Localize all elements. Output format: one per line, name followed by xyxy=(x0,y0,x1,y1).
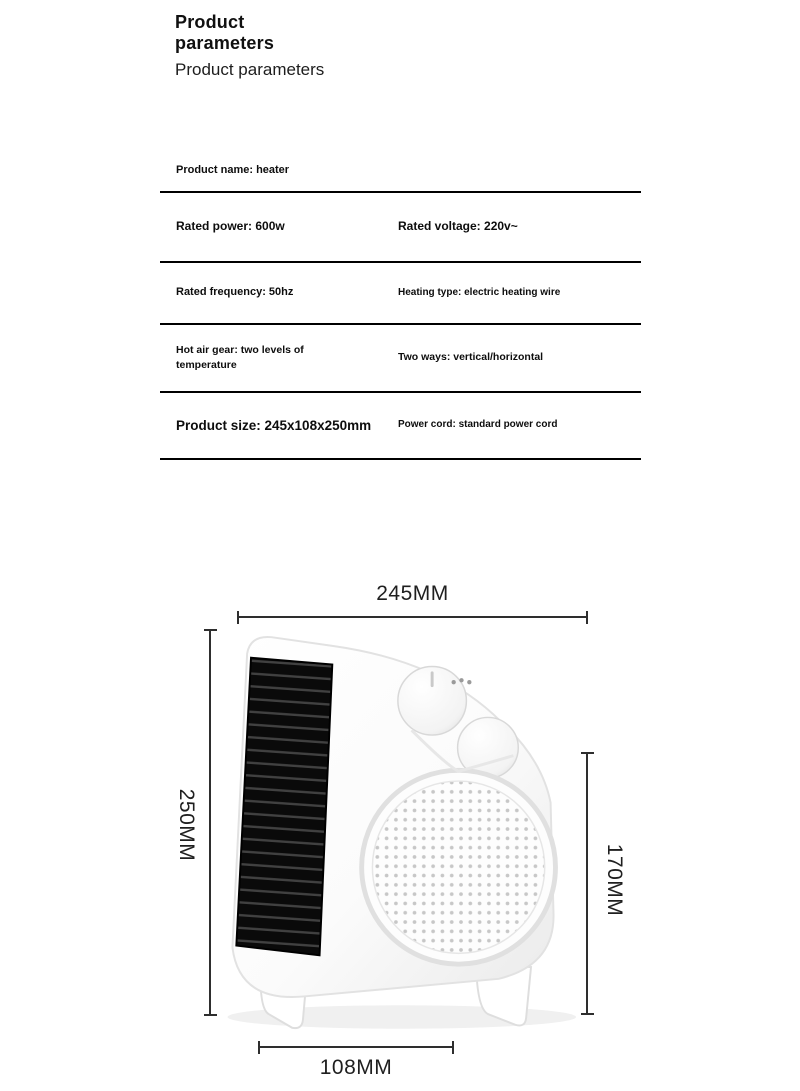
dimension-line-right xyxy=(586,752,588,1015)
spec-two-ways: Two ways: vertical/horizontal xyxy=(398,351,544,364)
spec-product-name: Product name: heater xyxy=(176,163,290,176)
spec-row-frequency-heating xyxy=(160,263,641,325)
spec-cell-power-cord-wrap xyxy=(398,393,593,458)
spec-hot-air-gear: Hot air gear: two levels of temperature xyxy=(176,343,304,371)
dimension-line-top xyxy=(237,616,588,618)
spec-rated-frequency: Rated frequency: 50hz xyxy=(176,286,294,299)
spec-table xyxy=(160,150,641,460)
page-subtitle: Product parameters xyxy=(175,60,325,79)
dimension-label-height-right: 170MM xyxy=(603,843,626,917)
spec-cell-two-ways-wrap xyxy=(398,325,593,391)
spec-row-product-name xyxy=(160,150,641,193)
spec-cell-hot-air-gear-wrap xyxy=(176,325,391,391)
spec-cell-heating-type-wrap xyxy=(398,263,593,323)
spec-row-gear-ways xyxy=(160,325,641,393)
spec-cell-product-size-wrap xyxy=(176,393,391,458)
spec-row-power-voltage xyxy=(160,193,641,263)
spec-cell-rated-power-wrap xyxy=(176,193,391,261)
spec-rated-power: Rated power: 600w xyxy=(176,219,285,234)
intake-grille xyxy=(236,658,332,956)
page-title-line2: parameters xyxy=(175,32,275,53)
page-title-line1: Product xyxy=(175,12,245,32)
outlet-vent xyxy=(362,770,556,964)
spec-product-size: Product size: 245x108x250mm xyxy=(176,417,372,433)
dimension-label-height-left: 250MM xyxy=(175,788,198,862)
dimension-line-bottom xyxy=(258,1046,454,1048)
spec-rated-voltage: Rated voltage: 220v~ xyxy=(398,219,518,234)
spec-cell-rated-frequency-wrap xyxy=(176,263,391,323)
spec-cell-rated-voltage-wrap xyxy=(398,193,593,261)
spec-power-cord: Power cord: standard power cord xyxy=(398,419,558,431)
dimension-label-width: 245MM xyxy=(376,582,449,605)
heater-illustration xyxy=(206,620,578,1042)
dimension-label-depth: 108MM xyxy=(319,1056,393,1079)
spec-cell-product-name-wrap xyxy=(176,150,391,191)
spec-heating-type: Heating type: electric heating wire xyxy=(398,286,561,298)
page-title xyxy=(175,12,274,53)
spec-row-size-cord xyxy=(160,393,641,460)
